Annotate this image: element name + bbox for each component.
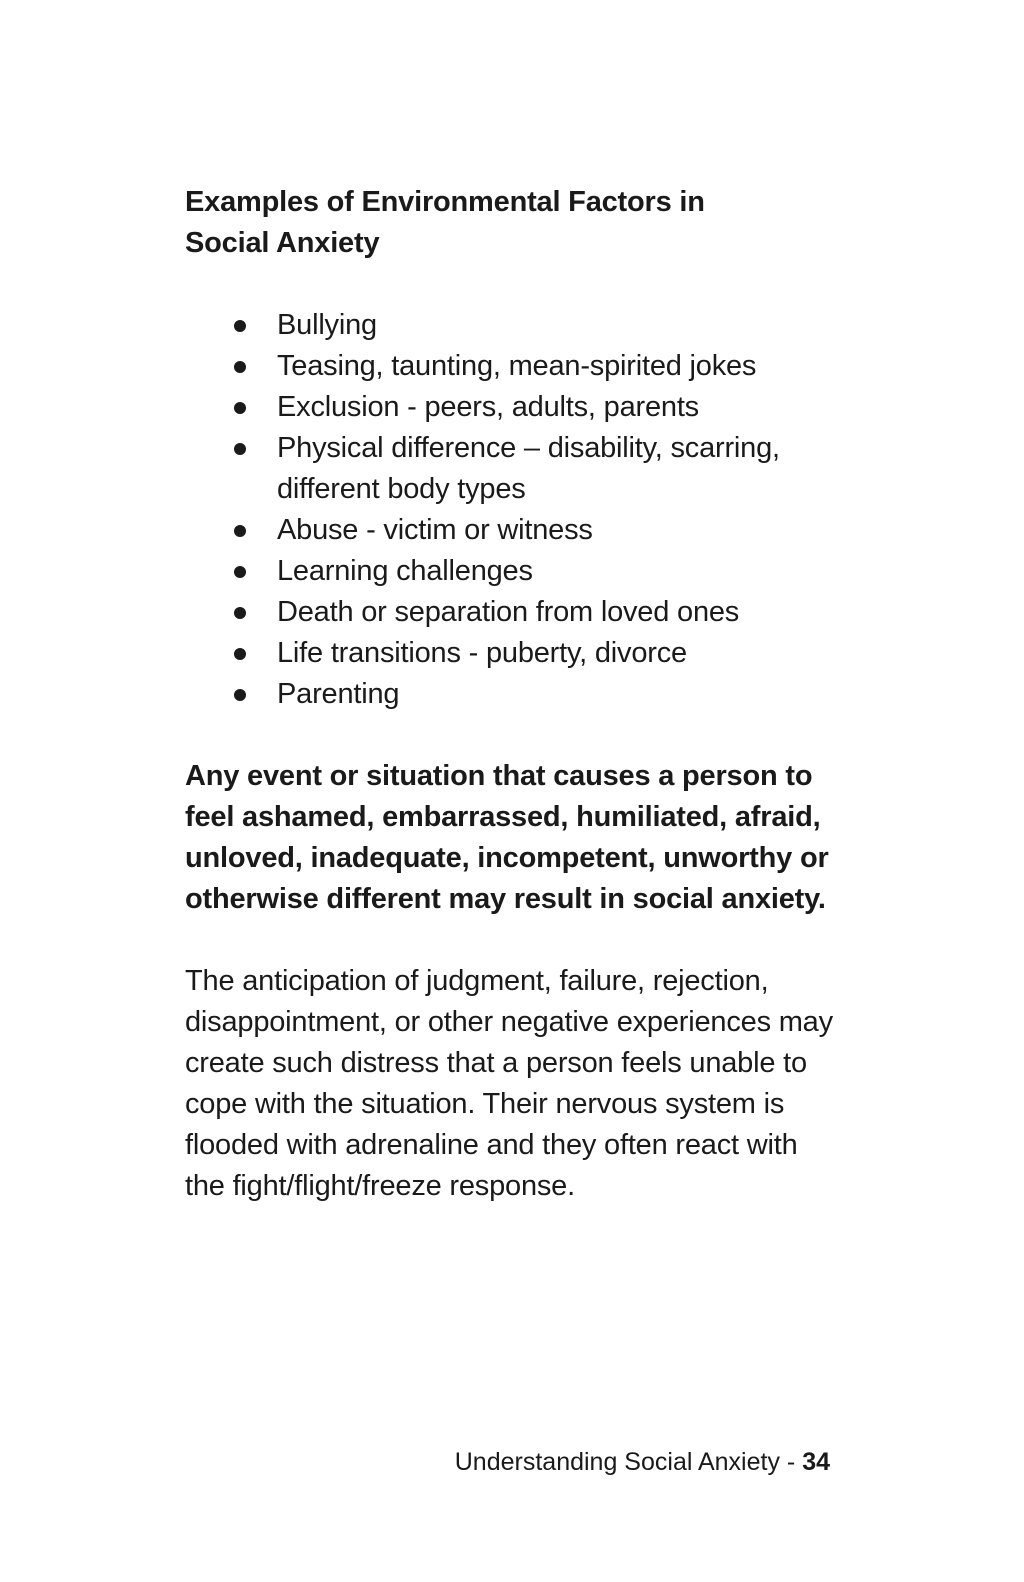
body-paragraph: The anticipation of judgment, failure, rejection, disappointment, or other negative experiences may create such distress that a person feels unable to cope with the situation. Their nervous system is flooded with adrenaline and they often react with the fight/flight/freeze response. — [185, 965, 833, 1202]
list-item — [185, 428, 835, 510]
list-item — [185, 674, 835, 715]
list-item — [185, 551, 835, 592]
page-footer — [455, 1445, 830, 1479]
list-item-text: Death or separation from loved ones — [277, 596, 740, 628]
list-item-text: Exclusion - peers, adults, parents — [277, 391, 699, 423]
section-heading — [185, 182, 835, 264]
list-item — [185, 592, 835, 633]
list-item-text: Abuse - victim or witness — [277, 514, 593, 546]
section-heading-line-2: Social Anxiety — [185, 227, 380, 259]
bullet-icon — [234, 320, 246, 332]
section-heading-line-1: Examples of Environmental Factors in — [185, 186, 705, 218]
bullet-icon — [234, 607, 246, 619]
page-number: 34 — [802, 1448, 830, 1476]
page-content — [185, 182, 835, 1207]
list-item-text: Bullying — [277, 309, 377, 341]
book-title: Understanding Social Anxiety — [454, 1448, 780, 1476]
list-item-text: Physical difference – disability, scarring, different body types — [277, 432, 780, 505]
environmental-factors-list — [185, 305, 835, 715]
bullet-icon — [234, 566, 246, 578]
list-item — [185, 387, 835, 428]
bullet-icon — [234, 689, 246, 701]
bullet-icon — [234, 361, 246, 373]
list-item — [185, 305, 835, 346]
list-item-text: Learning challenges — [277, 555, 533, 587]
list-item-text: Parenting — [277, 678, 400, 710]
bullet-icon — [234, 443, 246, 455]
bullet-icon — [234, 525, 246, 537]
list-item — [185, 510, 835, 551]
list-item-text: Teasing, taunting, mean-spirited jokes — [277, 350, 757, 382]
footer-separator: - — [786, 1448, 796, 1476]
list-item — [185, 633, 835, 674]
emphasis-paragraph: Any event or situation that causes a person to feel ashamed, embarrassed, humiliated, afraid, unloved, inadequate, incompetent, unworthy or otherwise different may result in social anxiety. — [185, 760, 829, 915]
bullet-icon — [234, 402, 246, 414]
bullet-icon — [234, 648, 246, 660]
list-item-text: Life transitions - puberty, divorce — [277, 637, 687, 669]
list-item — [185, 346, 835, 387]
